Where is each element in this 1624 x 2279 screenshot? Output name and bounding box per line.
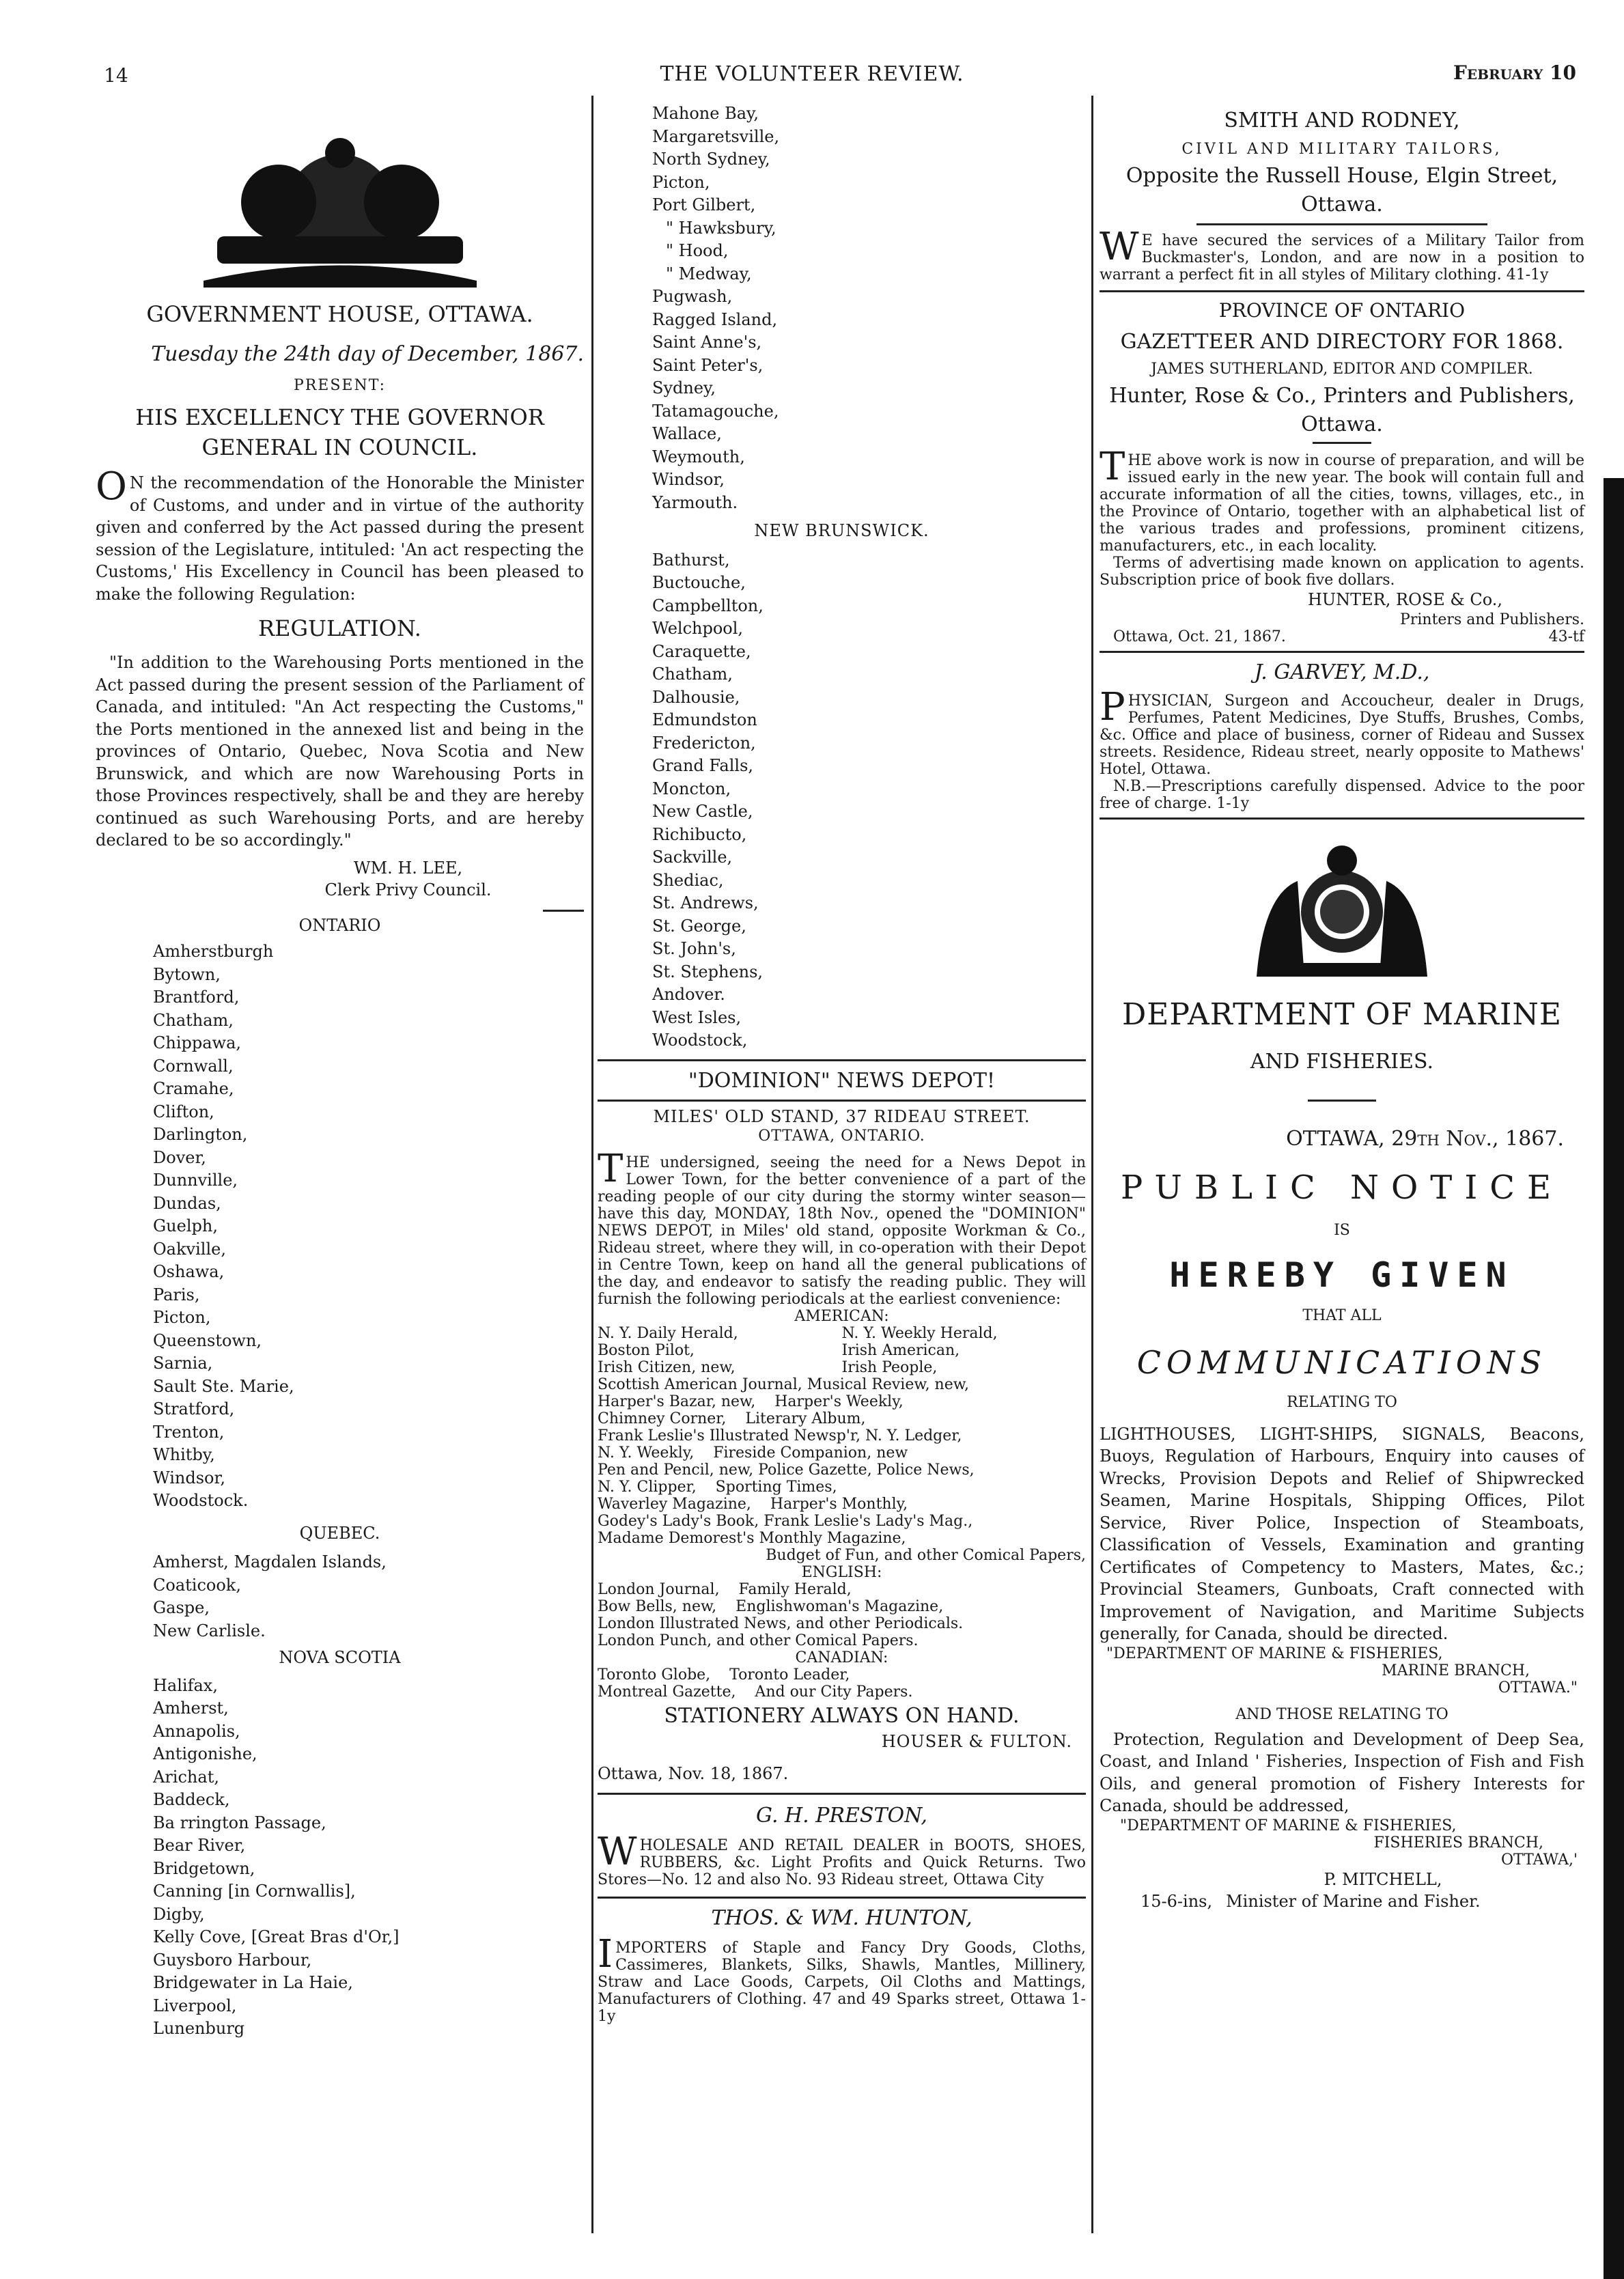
list-item: Weymouth,: [652, 447, 745, 466]
divider: [1308, 1100, 1376, 1102]
depot-firm: HOUSER & FULTON.: [881, 1732, 1072, 1751]
news-depot-text: THE undersigned, seeing the need for a News Depot in Lower Town, for the better convenience of a part of the reading people of our city during the stormy winter season—have this day, MONDAY, 18th Nov., opened the "DOMINION" NEWS DEPOT, in Miles' old stand, opposite Workman & Co., Rideau street, where they will, in co-operation with their Depot in Centre Town, keep on hand all the general publications of the day, and endeavor to satisfy the reading public. They will furnish the following periodicals at the earliest convenience:: [598, 1147, 1086, 1308]
list-item: Sault Ste. Marie,: [153, 1376, 294, 1396]
column-rule-2: [1091, 96, 1093, 2233]
list-item: Amherst, Magdalen Islands,: [153, 1552, 387, 1571]
marine-branch-address: "DEPARTMENT OF MARINE & FISHERIES,: [1106, 1645, 1443, 1662]
list-item: Dundas,: [153, 1193, 221, 1213]
divider: [1313, 442, 1371, 444]
list-item: West Isles,: [652, 1007, 742, 1027]
periodical-row: Toronto Globe, Toronto Leader,: [598, 1666, 850, 1683]
periodical-row: [598, 1359, 1086, 1376]
list-item: Bridgewater in La Haie,: [153, 1973, 353, 1992]
order-intro: ON the recommendation of the Honorable the Minister of Customs, and under and in virtue of the authority given and conferred by the Act passed during the present session of the Legislature, intituled: 'An act respecting the Customs,' His Excellency in Council has been pleased to make the following Regulation:: [96, 464, 584, 604]
periodical-row: Bow Bells, new, Englishwoman's Magazine,: [598, 1598, 944, 1615]
council-date: Tuesday the 24th day of December, 1867.: [151, 342, 584, 366]
list-item: Bytown,: [153, 964, 221, 984]
periodical-row: Harper's Bazar, new, Harper's Weekly,: [598, 1393, 904, 1410]
periodical-row: Madame Demorest's Monthly Magazine,: [598, 1530, 906, 1547]
periodical-row: N. Y. Clipper, Sporting Times,: [598, 1479, 837, 1496]
canadian-heading: CANADIAN:: [795, 1649, 888, 1666]
gazetteer-footer: [1100, 628, 1584, 645]
english-heading: ENGLISH:: [801, 1564, 882, 1581]
new-brunswick-list: [598, 549, 1086, 1052]
page-number: 14: [104, 64, 128, 87]
list-item: Brantford,: [153, 988, 240, 1007]
communications-heading: COMMUNICATIONS: [1136, 1343, 1548, 1381]
list-item: Antigonishe,: [153, 1744, 257, 1763]
government-house-heading: GOVERNMENT HOUSE, OTTAWA.: [146, 301, 533, 327]
list-item: Cornwall,: [153, 1056, 234, 1076]
gazetteer-signature-title: Printers and Publishers.: [1400, 611, 1584, 628]
list-item: Cramahe,: [153, 1079, 234, 1098]
canadian-periodicals: [598, 1666, 1086, 1701]
list-item: Picton,: [652, 172, 710, 192]
royal-arms-icon: [190, 127, 490, 291]
divider: [543, 910, 584, 912]
nova-scotia-list-continued: [598, 102, 1086, 514]
list-item: Arichat,: [153, 1767, 219, 1787]
list-item: Port Gilbert,: [652, 195, 756, 214]
column-1: [96, 96, 584, 2041]
periodical-row: Chimney Corner, Literary Album,: [598, 1410, 866, 1427]
list-item: Welchpool,: [652, 619, 744, 638]
list-item: Tatamagouche,: [652, 401, 779, 421]
list-item: Campbellton,: [652, 596, 764, 615]
list-item: Lunenburg: [153, 2019, 245, 2038]
minister-title: Minister of Marine and Fisher.: [1226, 1892, 1481, 1911]
nova-scotia-heading: NOVA SCOTIA: [279, 1648, 401, 1667]
list-item: Darlington,: [153, 1125, 248, 1144]
list-item: St. Stephens,: [652, 962, 764, 981]
column-rule-1: [591, 96, 593, 2233]
those-relating-label: AND THOSE RELATING TO: [1235, 1705, 1448, 1723]
divider: [598, 1793, 1086, 1795]
periodical: Irish People,: [841, 1359, 938, 1376]
list-item: Bear River,: [153, 1836, 246, 1855]
signer-title: Clerk Privy Council.: [324, 880, 492, 899]
list-item: Whitby,: [153, 1445, 215, 1464]
list-item: Gaspe,: [153, 1598, 210, 1617]
list-item: Dunnville,: [153, 1171, 238, 1190]
garvey-note: N.B.—Prescriptions carefully dispensed. Advice to the poor free of charge. 1-1y: [1100, 777, 1584, 812]
periodical: N. Y. Daily Herald,: [598, 1325, 738, 1342]
list-item: Shediac,: [652, 870, 724, 890]
list-item: Picton,: [153, 1308, 211, 1327]
list-item: Pugwash,: [652, 287, 733, 306]
smith-rodney-title: SMITH AND RODNEY,: [1224, 109, 1460, 132]
gazetteer-code: 43-tf: [1548, 628, 1584, 645]
gazetteer-city: Ottawa.: [1301, 413, 1383, 436]
list-item: New Carlisle.: [153, 1621, 266, 1640]
list-item: Oshawa,: [153, 1262, 225, 1281]
list-item: Trenton,: [153, 1422, 225, 1442]
list-item: Woodstock.: [153, 1491, 249, 1510]
present-label: PRESENT:: [293, 377, 387, 394]
list-item: Clifton,: [153, 1102, 214, 1121]
smith-rodney-subtitle: CIVIL AND MILITARY TAILORS,: [1181, 141, 1502, 158]
periodical-row: Pen and Pencil, new, Police Gazette, Police News,: [598, 1462, 975, 1479]
signer-name: WM. H. LEE,: [353, 858, 463, 878]
gazetteer-terms: Terms of advertising made known on application to agents. Subscription price of book five dollars.: [1100, 555, 1584, 589]
quebec-list: [96, 1551, 584, 1642]
regulation-text: "In addition to the Warehousing Ports mentioned in the Act passed during the present session of the Parliament of Canada, and intituled: "An Act respecting the Customs," the Ports mentioned in the annexed list and being in the provinces of Ontario, Quebec, Nova Scotia and New Brunswick, and which are now Warehousing Ports in those Provinces respectively, shall be and they are hereby continued as such Warehousing Ports, and are hereby declared to be so accordingly.": [96, 653, 584, 850]
list-item: " Medway,: [666, 264, 752, 283]
hunton-text: IMPORTERS of Staple and Fancy Dry Goods, Cloths, Cassimeres, Blankets, Silks, Shawls, Mantles, Millinery, Straw and Lace Goods, Carpets, Oil Cloths and Mattings, Manufacturers of Clothing. 47 and 49 Sparks street, Ottawa 1-1y: [598, 1932, 1086, 2025]
list-item: Dover,: [153, 1147, 206, 1167]
marine-branch-text: LIGHTHOUSES, LIGHT-SHIPS, SIGNALS, Beacons, Buoys, Regulation of Harbours, Enquiry into causes of Wrecks, Provision Depots and Relief of Shipwrecked Seamen, Marine Hospitals, Shipping Offices, Pilot Service, River Police, Inspection of Steamboats, Classification of Vessels, Examination and granting Certificates of Competency to Masters, Mates, &c.; Provincial Steamers, Gunboats, Craft connected with Improvement of Navigation, and Maritime Subjects generally, for Canada, should be directed.: [1100, 1424, 1584, 1643]
list-item: " Hood,: [666, 241, 729, 260]
is-label: IS: [1334, 1221, 1350, 1239]
list-item: Guysboro Harbour,: [153, 1950, 312, 1970]
divider: [1100, 817, 1584, 820]
list-item: Stratford,: [153, 1399, 235, 1418]
list-item: North Sydney,: [652, 150, 770, 169]
stationery-line: STATIONERY ALWAYS ON HAND.: [664, 1704, 1020, 1728]
list-item: Ragged Island,: [652, 309, 778, 329]
periodical-row: Waverley Magazine, Harper's Monthly,: [598, 1496, 908, 1513]
divider: [1100, 290, 1584, 292]
periodical: Boston Pilot,: [598, 1342, 695, 1359]
minister-name: P. MITCHELL,: [1324, 1869, 1442, 1889]
minister-line: [1100, 1890, 1584, 1913]
list-item: Margaretsville,: [652, 126, 780, 146]
list-item: Sarnia,: [153, 1354, 213, 1373]
marine-department-title: DEPARTMENT OF MARINE: [1122, 996, 1562, 1032]
list-item: Caraquette,: [652, 641, 751, 661]
hereby-given-heading: HEREBY GIVEN: [1169, 1255, 1515, 1295]
periodical-row: Frank Leslie's Illustrated Newsp'r, N. Y. Ledger,: [598, 1427, 962, 1444]
list-item: Sydney,: [652, 378, 716, 397]
american-periodicals: [598, 1325, 1086, 1564]
divider: [598, 1059, 1086, 1061]
list-item: Guelph,: [153, 1216, 218, 1235]
newspaper-title: THE VOLUNTEER REVIEW.: [660, 62, 964, 86]
list-item: Amherst,: [153, 1698, 229, 1718]
divider: [598, 1100, 1086, 1102]
list-item: Chippawa,: [153, 1033, 242, 1052]
issue-date: February 10: [1453, 61, 1576, 84]
list-item: Chatham,: [652, 665, 733, 684]
public-notice-heading: PUBLIC NOTICE: [1120, 1168, 1564, 1207]
news-depot-title: "DOMINION" NEWS DEPOT!: [688, 1068, 996, 1093]
list-item: St. George,: [652, 916, 746, 936]
relating-to-label: RELATING TO: [1287, 1393, 1397, 1411]
list-item: Bridgetown,: [153, 1858, 255, 1878]
list-item: Liverpool,: [153, 1996, 237, 2015]
periodical-row: Scottish American Journal, Musical Review, new,: [598, 1376, 969, 1393]
periodical-row: Godey's Lady's Book, Frank Leslie's Lady's Mag.,: [598, 1513, 973, 1530]
marine-department-subtitle: AND FISHERIES.: [1250, 1049, 1434, 1074]
periodical: Irish Citizen, new,: [598, 1359, 736, 1376]
list-item: Chatham,: [153, 1010, 234, 1030]
ontario-list: [96, 940, 584, 1513]
list-item: Paris,: [153, 1285, 200, 1304]
gazetteer-editor: JAMES SUTHERLAND, EDITOR AND COMPILER.: [1151, 361, 1533, 378]
periodical: Irish American,: [841, 1342, 960, 1359]
list-item: Baddeck,: [153, 1790, 230, 1809]
list-item: Amherstburgh: [153, 942, 274, 961]
gazetteer-text: THE above work is now in course of preparation, and will be issued early in the new year. The book will contain full and accurate information of all the cities, towns, villages, etc., in the Province of Ontario, together with an alphabetical list of the various trades and professions, prominent citizens, manufacturers, etc., in each locality.: [1100, 445, 1584, 555]
list-item: Yarmouth.: [652, 492, 738, 512]
marine-branch-name: MARINE BRANCH,: [1382, 1662, 1530, 1679]
divider: [1100, 651, 1584, 653]
column-2: [598, 102, 1086, 2025]
periodical-row: Budget of Fun, and other Comical Papers,: [766, 1547, 1086, 1564]
periodical-row: London Illustrated News, and other Periodicals.: [598, 1615, 964, 1632]
list-item: Coaticook,: [153, 1575, 241, 1595]
that-all-label: THAT ALL: [1302, 1306, 1382, 1324]
periodical-row: N. Y. Weekly, Fireside Companion, new: [598, 1444, 908, 1462]
list-item: Fredericton,: [652, 733, 756, 753]
news-depot-city: OTTAWA, ONTARIO.: [758, 1128, 925, 1145]
list-item: Moncton,: [652, 779, 731, 798]
list-item: Sackville,: [652, 848, 733, 867]
list-item: Edmundston: [652, 710, 757, 729]
list-item: Bathurst,: [652, 550, 730, 570]
list-item: Andover.: [652, 985, 725, 1004]
column-3: [1100, 96, 1584, 1913]
list-item: St. John's,: [652, 939, 736, 958]
marine-notice-date: OTTAWA, 29th Nov., 1867.: [1286, 1126, 1564, 1151]
list-item: Wallace,: [652, 424, 722, 443]
periodical-row: London Journal, Family Herald,: [598, 1581, 852, 1598]
american-heading: AMERICAN:: [794, 1308, 889, 1325]
periodical: N. Y. Weekly Herald,: [841, 1325, 998, 1342]
english-periodicals: [598, 1581, 1086, 1649]
fisheries-branch-city: OTTAWA,': [1500, 1851, 1578, 1869]
divider: [1196, 223, 1487, 225]
gazetteer-subtitle: GAZETTEER AND DIRECTORY FOR 1868.: [1120, 330, 1564, 354]
list-item: Windsor,: [153, 1468, 225, 1487]
list-item: Richibucto,: [652, 824, 747, 844]
preston-title: G. H. PRESTON,: [756, 1804, 927, 1828]
list-item: St. Andrews,: [652, 893, 759, 912]
excellency-heading: HIS EXCELLENCY THE GOVERNOR GENERAL IN COUNCIL.: [135, 404, 544, 460]
depot-date: Ottawa, Nov. 18, 1867.: [598, 1763, 789, 1783]
minister-code: 15-6-ins,: [1140, 1892, 1213, 1911]
smith-rodney-city: Ottawa.: [1301, 193, 1383, 216]
list-item: Queenstown,: [153, 1330, 262, 1350]
list-item: Saint Anne's,: [652, 333, 762, 352]
royal-arms-icon: [1229, 840, 1455, 983]
list-item: " Hawksbury,: [666, 218, 776, 238]
fisheries-address: "DEPARTMENT OF MARINE & FISHERIES,: [1120, 1817, 1457, 1834]
list-item: Oakville,: [153, 1239, 226, 1259]
page-edge-shadow: [1604, 478, 1624, 2279]
regulation-title: REGULATION.: [258, 615, 421, 641]
list-item: Buctouche,: [652, 573, 746, 592]
marine-branch-city: OTTAWA.": [1498, 1679, 1578, 1696]
news-depot-address: MILES' OLD STAND, 37 RIDEAU STREET.: [653, 1106, 1031, 1126]
list-item: Digby,: [153, 1904, 205, 1924]
list-item: Windsor,: [652, 470, 725, 489]
list-item: Annapolis,: [153, 1721, 240, 1741]
hunton-title: THOS. & WM. HUNTON,: [711, 1906, 972, 1930]
list-item: Halifax,: [153, 1675, 218, 1695]
list-item: Canning [in Cornwallis],: [153, 1882, 356, 1901]
list-item: Ba rrington Passage,: [153, 1813, 326, 1832]
periodical-row: London Punch, and other Comical Papers.: [598, 1632, 919, 1649]
list-item: Mahone Bay,: [652, 104, 759, 123]
nova-scotia-list: [96, 1675, 584, 2041]
periodical-row: [598, 1325, 1086, 1342]
list-item: Kelly Cove, [Great Bras d'Or,]: [153, 1927, 400, 1946]
new-brunswick-heading: NEW BRUNSWICK.: [754, 521, 929, 540]
periodical-row: [598, 1342, 1086, 1359]
periodical-row: Montreal Gazette, And our City Papers.: [598, 1683, 913, 1701]
list-item: New Castle,: [652, 802, 753, 821]
list-item: Saint Peter's,: [652, 355, 764, 375]
gazetteer-publisher: Hunter, Rose & Co., Printers and Publishers,: [1109, 384, 1575, 408]
gazetteer-title: PROVINCE OF ONTARIO: [1218, 299, 1466, 322]
divider: [598, 1897, 1086, 1899]
fisheries-branch-name: FISHERIES BRANCH,: [1373, 1834, 1543, 1851]
garvey-title: J. GARVEY, M.D.,: [1254, 660, 1430, 684]
smith-rodney-text: WE have secured the services of a Military Tailor from Buckmaster's, London, and are now in a position to warrant a perfect fit in all styles of Military clothing. 41-1y: [1100, 225, 1584, 283]
list-item: Dalhousie,: [652, 687, 740, 707]
list-item: Woodstock,: [652, 1031, 748, 1050]
preston-text: WHOLESALE AND RETAIL DEALER in BOOTS, SHOES, RUBBERS, &c. Light Profits and Quick Returns. Two Stores—No. 12 and also No. 93 Rideau street, Ottawa City: [598, 1830, 1086, 1888]
gazetteer-signature: HUNTER, ROSE & Co.,: [1308, 590, 1502, 609]
list-item: Grand Falls,: [652, 756, 754, 775]
ontario-heading: ONTARIO: [298, 915, 381, 935]
quebec-heading: QUEBEC.: [299, 1523, 380, 1543]
fisheries-text: Protection, Regulation and Development of Deep Sea, Coast, and Inland ' Fisheries, Inspection of Fish and Fish Oils, and general promotion of Fishery Interests for Canada, should be addressed,: [1100, 1729, 1584, 1815]
smith-rodney-address: Opposite the Russell House, Elgin Street,: [1125, 164, 1558, 188]
garvey-text: PHYSICIAN, Surgeon and Accoucheur, dealer in Drugs, Perfumes, Patent Medicines, Dye Stuffs, Brushes, Combs, &c. Office and place of business, corner of Rideau and Sussex streets. Residence, Rideau street, nearly opposite to Mathews' Hotel, Ottawa.: [1100, 684, 1584, 778]
gazetteer-date: Ottawa, Oct. 21, 1867.: [1113, 628, 1286, 645]
